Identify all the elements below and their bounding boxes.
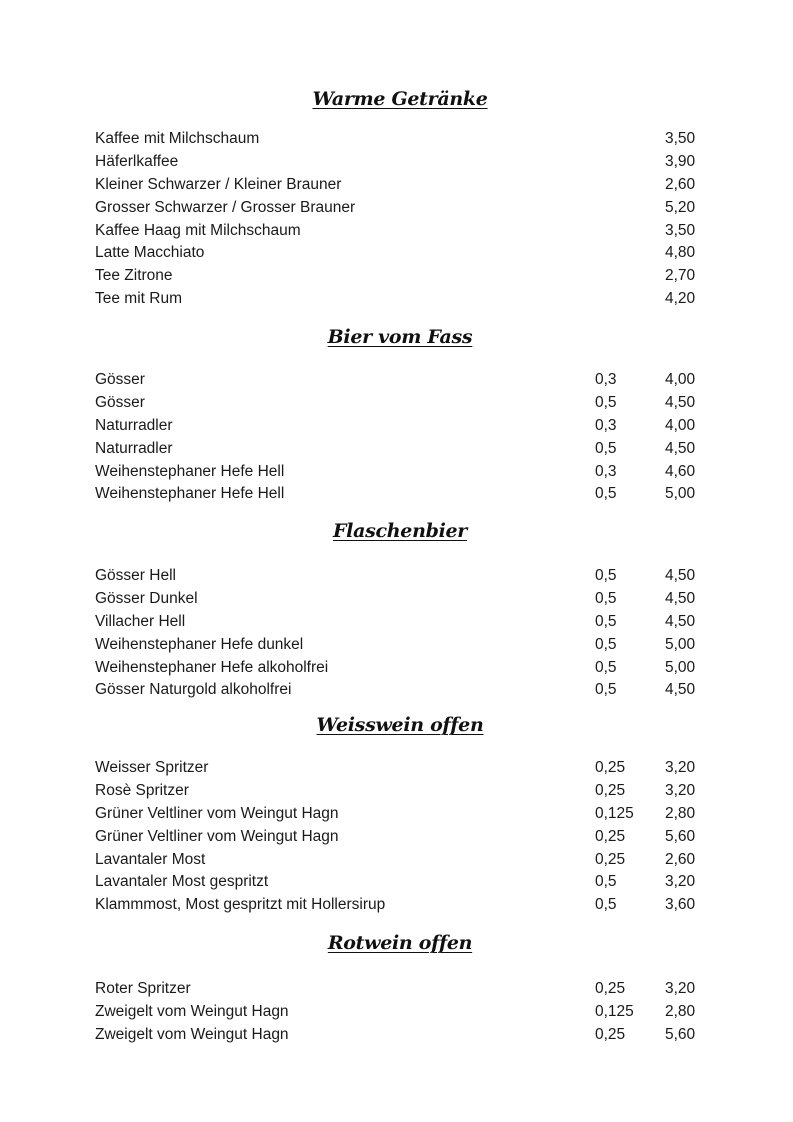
item-name: Latte Macchiato: [95, 244, 205, 262]
item-name: Weihenstephaner Hefe Hell: [95, 462, 285, 480]
list-item: [95, 588, 705, 611]
item-list: [95, 978, 705, 1047]
item-list: [95, 128, 705, 311]
item-name: Weisser Spritzer: [95, 759, 209, 776]
item-size: 0,125: [595, 1002, 634, 1020]
item-price: 4,50: [665, 439, 696, 457]
item-size: 0,3: [595, 462, 617, 480]
item-price: 2,80: [665, 1002, 696, 1020]
list-item: [95, 197, 705, 220]
list-item: [95, 265, 705, 288]
item-list: [95, 565, 705, 702]
item-name: Gösser Dunkel: [95, 589, 198, 607]
list-item: [95, 634, 705, 657]
item-price: 5,00: [665, 485, 696, 503]
item-name: Kaffee mit Milchschaum: [95, 130, 260, 147]
item-name: Gösser Naturgold alkoholfrei: [95, 681, 292, 699]
item-price: 2,60: [665, 850, 696, 868]
item-size: 0,25: [595, 781, 626, 799]
item-name: Grosser Schwarzer / Grosser Brauner: [95, 198, 356, 216]
list-item: [95, 757, 705, 780]
item-name: Zweigelt vom Weingut Hagn: [95, 1025, 289, 1043]
item-size: 0,25: [595, 980, 626, 997]
item-name: Tee Zitrone: [95, 267, 173, 285]
item-name: Villacher Hell: [95, 612, 186, 630]
item-price: 4,50: [665, 393, 696, 411]
item-price: 3,60: [665, 896, 696, 914]
item-name: Grüner Veltliner vom Weingut Hagn: [95, 804, 339, 822]
item-name: Tee mit Rum: [95, 290, 182, 308]
list-item: [95, 174, 705, 197]
item-name: Kaffee Haag mit Milchschaum: [95, 221, 301, 239]
item-name: Lavantaler Most gespritzt: [95, 873, 269, 891]
item-name: Gösser Hell: [95, 567, 176, 584]
item-price: 3,90: [665, 152, 696, 170]
list-item: [95, 679, 705, 702]
section-weisswein-offen: [95, 712, 705, 917]
item-name: Naturradler: [95, 416, 173, 434]
item-price: 5,20: [665, 198, 696, 216]
list-item: [95, 128, 705, 151]
item-price: 5,60: [665, 1025, 696, 1043]
list-item: [95, 220, 705, 243]
item-price: 4,50: [665, 567, 696, 584]
item-price: 3,20: [665, 781, 696, 799]
list-item: [95, 657, 705, 680]
list-item: [95, 151, 705, 174]
item-name: Weihenstephaner Hefe dunkel: [95, 635, 304, 653]
item-size: 0,5: [595, 567, 617, 584]
item-size: 0,25: [595, 759, 626, 776]
item-size: 0,5: [595, 635, 617, 653]
list-item: [95, 978, 705, 1001]
item-price: 2,80: [665, 804, 696, 822]
item-price: 4,20: [665, 290, 696, 308]
item-name: Weihenstephaner Hefe alkoholfrei: [95, 658, 329, 676]
item-name: Gösser: [95, 393, 145, 411]
item-name: Lavantaler Most: [95, 850, 206, 868]
list-item: [95, 483, 705, 506]
list-item: [95, 803, 705, 826]
list-item: [95, 611, 705, 634]
item-price: 4,60: [665, 462, 696, 480]
item-price: 4,00: [665, 416, 696, 434]
item-size: 0,25: [595, 827, 626, 845]
item-name: Roter Spritzer: [95, 980, 191, 997]
item-price: 5,60: [665, 827, 696, 845]
list-item: [95, 780, 705, 803]
item-price: 4,50: [665, 589, 696, 607]
list-item: [95, 565, 705, 588]
item-price: 3,20: [665, 980, 696, 997]
item-size: 0,3: [595, 371, 617, 388]
section-title: Warme Getränke: [312, 88, 488, 110]
item-name: Gösser: [95, 371, 145, 388]
section-flaschenbier: [95, 518, 705, 702]
item-size: 0,5: [595, 393, 617, 411]
item-name: Naturradler: [95, 439, 173, 457]
list-item: [95, 415, 705, 438]
item-price: 4,00: [665, 371, 696, 388]
item-size: 0,5: [595, 612, 617, 630]
item-size: 0,5: [595, 658, 617, 676]
item-price: 4,50: [665, 681, 696, 699]
section-title: Rotwein offen: [327, 932, 473, 954]
item-name: Häferlkaffee: [95, 152, 179, 170]
list-item: [95, 369, 705, 392]
item-price: 2,70: [665, 267, 696, 285]
item-price: 3,20: [665, 759, 696, 776]
item-size: 0,5: [595, 589, 617, 607]
list-item: [95, 461, 705, 484]
list-item: [95, 894, 705, 917]
item-name: Weihenstephaner Hefe Hell: [95, 485, 285, 503]
list-item: [95, 1024, 705, 1047]
list-item: [95, 871, 705, 894]
list-item: [95, 242, 705, 265]
item-price: 5,00: [665, 658, 696, 676]
item-size: 0,5: [595, 681, 617, 699]
item-size: 0,3: [595, 416, 617, 434]
section-warme-getraenke: [95, 86, 705, 311]
item-name: Rosè Spritzer: [95, 781, 189, 799]
item-list: [95, 757, 705, 917]
list-item: [95, 438, 705, 461]
item-price: 3,50: [665, 221, 696, 239]
list-item: [95, 849, 705, 872]
item-size: 0,25: [595, 1025, 626, 1043]
section-title: Flaschenbier: [332, 520, 467, 542]
item-price: 3,50: [665, 130, 696, 147]
item-price: 3,20: [665, 873, 696, 891]
section-bier-vom-fass: [95, 324, 705, 506]
item-price: 4,50: [665, 612, 696, 630]
item-price: 2,60: [665, 175, 696, 193]
item-price: 5,00: [665, 635, 696, 653]
item-size: 0,5: [595, 896, 617, 914]
section-title: Bier vom Fass: [327, 326, 473, 348]
item-size: 0,5: [595, 873, 617, 891]
item-price: 4,80: [665, 244, 696, 262]
item-list: [95, 369, 705, 506]
list-item: [95, 288, 705, 311]
item-size: 0,25: [595, 850, 626, 868]
list-item: [95, 826, 705, 849]
section-rotwein-offen: [95, 930, 705, 1047]
item-size: 0,125: [595, 804, 634, 822]
item-name: Klammmost, Most gespritzt mit Hollersirup: [95, 896, 386, 914]
item-name: Kleiner Schwarzer / Kleiner Brauner: [95, 175, 342, 193]
item-size: 0,5: [595, 439, 617, 457]
list-item: [95, 392, 705, 415]
item-size: 0,5: [595, 485, 617, 503]
list-item: [95, 1001, 705, 1024]
item-name: Grüner Veltliner vom Weingut Hagn: [95, 827, 339, 845]
item-name: Zweigelt vom Weingut Hagn: [95, 1002, 289, 1020]
section-title: Weisswein offen: [316, 714, 484, 736]
